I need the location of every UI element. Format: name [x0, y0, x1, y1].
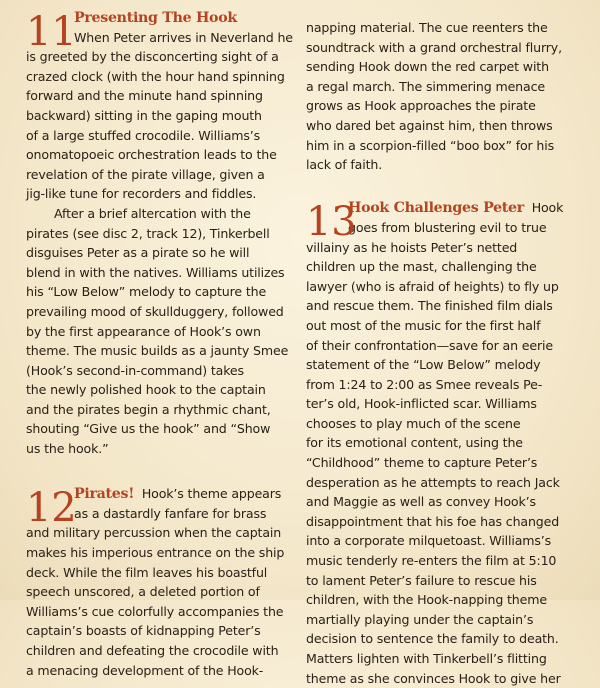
section-13	[306, 198, 578, 688]
text-line: to lament Peter’s failure to rescue his	[306, 572, 537, 588]
text-line: ter’s old, Hook-inflicted scar. Williams	[306, 396, 537, 412]
text-line: chooses to play much of the scene	[306, 415, 521, 431]
text-line: jig-like tune for recorders and fiddles.	[26, 186, 257, 202]
section-11	[26, 8, 296, 459]
left-column	[26, 8, 296, 680]
text-line: makes his imperious entrance on the ship	[26, 545, 285, 561]
text-line: crazed clock (with the hour hand spinning	[26, 68, 285, 84]
text-line: goes from blustering evil to true	[348, 219, 547, 235]
text-line: napping material. The cue reenters the	[306, 20, 548, 35]
text-line: into a corporate milquetoast. Williams’s	[306, 533, 552, 549]
text-line: revelation of the pirate village, given a	[26, 166, 265, 182]
text-line: deck. While the film leaves his boastful	[26, 564, 268, 580]
section-title: Pirates!	[74, 486, 135, 503]
text-line: Hook’s theme appears	[141, 486, 282, 502]
text-line: as a dastardly fanfare for brass	[74, 505, 267, 521]
text-line: blend in with the natives. Williams utilizes	[26, 264, 285, 280]
section-number: 13	[306, 199, 357, 246]
text-line: When Peter arrives in Neverland he	[74, 29, 293, 45]
text-line: and military percussion when the captain	[26, 525, 282, 541]
text-line: backward) sitting in the gaping mouth	[26, 107, 262, 123]
text-line: martially playing under the captain’s	[306, 611, 534, 627]
section-title: Presenting The Hook	[74, 10, 237, 26]
text-line: Hook	[531, 200, 564, 216]
text-line: children up the mast, challenging the	[306, 259, 537, 275]
text-line: theme as she convinces Hook to give her	[306, 670, 561, 686]
text-line: statement of the “Low Below” melody	[306, 357, 541, 373]
section-number: 12	[26, 485, 77, 532]
text-line: for its emotional content, using the	[306, 435, 523, 451]
text-line: theme. The music builds as a jaunty Smee	[26, 343, 289, 359]
text-line: of a large stuffed crocodile. Williams’s	[26, 127, 261, 143]
text-line: Matters lighten with Tinkerbell’s flitting	[306, 651, 547, 666]
text-line: from 1:24 to 2:00 as Smee reveals Pe-	[306, 376, 543, 392]
text-line: sending Hook down the red carpet with	[306, 59, 549, 75]
text-line: children, with the Hook-napping theme	[306, 592, 547, 608]
text-line: decision to sentence the family to death.	[306, 631, 559, 647]
right-column	[306, 18, 578, 688]
text-line: captain’s boasts of kidnapping Peter’s	[26, 623, 261, 639]
text-line: disappointment that his foe has changed	[306, 513, 560, 529]
text-line: a menacing development of the Hook-	[26, 662, 264, 678]
text-line: soundtrack with a grand orchestral flurry,	[306, 39, 562, 55]
text-line: of their confrontation—save for an eerie	[306, 337, 553, 353]
text-line: pirates (see disc 2, track 12), Tinkerbell	[26, 225, 270, 241]
text-line: us the hook.”	[26, 441, 109, 457]
text-line: speech unscored, a deleted portion of	[26, 584, 260, 600]
text-line: is greeted by the disconcerting sight of a	[26, 49, 279, 65]
text-line: lack of faith.	[306, 157, 383, 173]
text-line: disguises Peter as a pirate so he will	[26, 245, 250, 261]
text-line: forward and the minute hand spinning	[26, 88, 263, 104]
section-title: Hook Challenges Peter	[348, 200, 524, 217]
text-line: prevailing mood of skullduggery, followed	[26, 303, 284, 319]
text-line: (Hook’s second-in-command) takes	[26, 362, 244, 378]
text-line: music tenderly re-enters the film at 5:10	[306, 553, 557, 569]
text-line: grows as Hook approaches the pirate	[306, 98, 536, 114]
section-12	[26, 484, 296, 680]
text-line: shouting “Give us the hook” and “Show	[26, 421, 271, 437]
text-line: lawyer (who is afraid of heights) to fly up	[306, 278, 559, 294]
text-line: After a brief altercation with the	[54, 205, 251, 221]
text-line: desperation as he attempts to reach Jack	[306, 474, 560, 490]
text-line: “Childhood” theme to capture Peter’s	[306, 455, 538, 471]
text-line: onomatopoeic orchestration leads to the	[26, 147, 277, 163]
text-line: who dared bet against him, then throws	[306, 117, 553, 133]
text-line: a regal march. The simmering menace	[306, 78, 545, 94]
section-number: 11	[26, 9, 77, 55]
text-line: and rescue them. The finished film dials	[306, 298, 553, 314]
text-line: out most of the music for the first half	[306, 317, 541, 333]
text-line: the newly polished hook to the captain	[26, 382, 266, 398]
text-line: him in a scorpion-filled “boo box” for his	[306, 137, 555, 153]
text-line: his “Low Below” melody to capture the	[26, 284, 267, 300]
text-line: villainy as he hoists Peter’s netted	[306, 239, 518, 255]
text-line: children and defeating the crocodile with	[26, 643, 279, 658]
text-line: and Maggie as well as convey Hook’s	[306, 494, 536, 510]
text-line: and the pirates begin a rhythmic chant,	[26, 401, 271, 417]
text-line: by the first appearance of Hook’s own	[26, 323, 261, 339]
text-line: Williams’s cue colorfully accompanies the	[26, 603, 284, 619]
